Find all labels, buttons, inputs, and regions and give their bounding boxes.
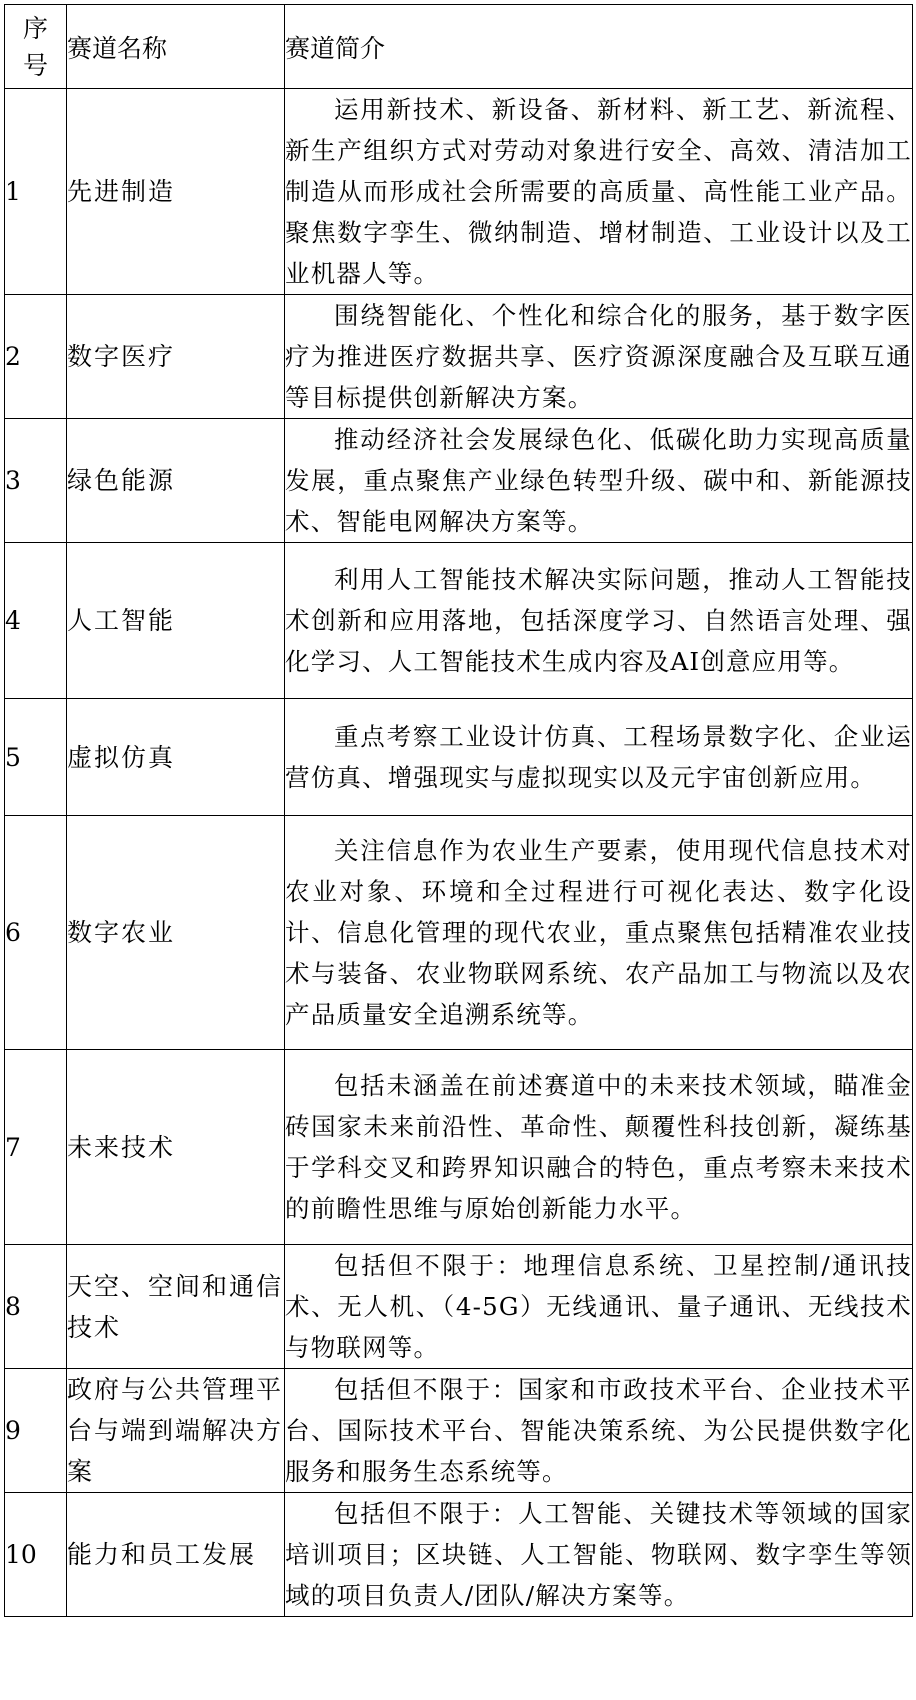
row-track-description	[285, 1050, 913, 1245]
row-track-name: 虚拟仿真	[67, 699, 285, 816]
row-track-name: 能力和员工发展	[67, 1493, 285, 1617]
row-index: 7	[5, 1050, 67, 1245]
row-track-name: 天空、空间和通信技术	[67, 1245, 285, 1369]
table-row	[5, 699, 913, 816]
row-index: 2	[5, 295, 67, 419]
row-track-name: 绿色能源	[67, 419, 285, 543]
row-index: 1	[5, 89, 67, 295]
table-header-row	[5, 5, 913, 89]
table-row	[5, 1050, 913, 1245]
row-index: 8	[5, 1245, 67, 1369]
description-text: 包括但不限于：地理信息系统、卫星控制/通讯技术、无人机、（4-5G）无线通讯、量子通讯、无线技术与物联网等。	[285, 1251, 912, 1362]
row-track-name: 数字农业	[67, 816, 285, 1050]
row-index: 3	[5, 419, 67, 543]
row-track-name: 数字医疗	[67, 295, 285, 419]
table-row	[5, 816, 913, 1050]
description-text: 重点考察工业设计仿真、工程场景数字化、企业运营仿真、增强现实与虚拟现实以及元宇宙创新应用。	[285, 722, 912, 792]
header-description: 赛道简介	[285, 5, 913, 89]
table-row	[5, 543, 913, 699]
description-text: 围绕智能化、个性化和综合化的服务，基于数字医疗为推进医疗数据共享、医疗资源深度融合及互联互通等目标提供创新解决方案。	[285, 301, 912, 412]
row-track-name: 政府与公共管理平台与端到端解决方案	[67, 1369, 285, 1493]
row-track-description	[285, 1369, 913, 1493]
header-index-label: 序号	[23, 13, 49, 80]
row-track-name: 人工智能	[67, 543, 285, 699]
description-text: 运用新技术、新设备、新材料、新工艺、新流程、新生产组织方式对劳动对象进行安全、高效、清洁加工制造从而形成社会所需要的高质量、高性能工业产品。聚焦数字孪生、微纳制造、增材制造、工业设计以及工业机器人等。	[285, 95, 912, 288]
tracks-table	[4, 4, 913, 1617]
table-row	[5, 419, 913, 543]
row-track-description	[285, 1245, 913, 1369]
table-row	[5, 1369, 913, 1493]
table-row	[5, 1493, 913, 1617]
row-track-description	[285, 543, 913, 699]
description-text: 利用人工智能技术解决实际问题，推动人工智能技术创新和应用落地，包括深度学习、自然语言处理、强化学习、人工智能技术生成内容及AI创意应用等。	[285, 565, 912, 676]
description-text: 包括但不限于：人工智能、关键技术等领域的国家培训项目；区块链、人工智能、物联网、数字孪生等领域的项目负责人/团队/解决方案等。	[285, 1499, 912, 1610]
header-name: 赛道名称	[67, 5, 285, 89]
table-row	[5, 1245, 913, 1369]
row-track-name: 先进制造	[67, 89, 285, 295]
row-track-description	[285, 1493, 913, 1617]
row-track-description	[285, 295, 913, 419]
header-index	[5, 5, 67, 89]
description-text: 关注信息作为农业生产要素，使用现代信息技术对农业对象、环境和全过程进行可视化表达、数字化设计、信息化管理的现代农业，重点聚焦包括精准农业技术与装备、农业物联网系统、农产品加工与物流以及农产品质量安全追溯系统等。	[285, 836, 912, 1029]
row-index: 4	[5, 543, 67, 699]
row-index: 9	[5, 1369, 67, 1493]
row-track-description	[285, 816, 913, 1050]
description-text: 推动经济社会发展绿色化、低碳化助力实现高质量发展，重点聚焦产业绿色转型升级、碳中和、新能源技术、智能电网解决方案等。	[285, 425, 912, 536]
row-index: 5	[5, 699, 67, 816]
row-track-description	[285, 419, 913, 543]
table-row	[5, 89, 913, 295]
row-track-description	[285, 89, 913, 295]
row-track-name: 未来技术	[67, 1050, 285, 1245]
row-index: 10	[5, 1493, 67, 1617]
description-text: 包括未涵盖在前述赛道中的未来技术领域，瞄准金砖国家未来前沿性、革命性、颠覆性科技创新，凝练基于学科交叉和跨界知识融合的特色，重点考察未来技术的前瞻性思维与原始创新能力水平。	[285, 1071, 912, 1223]
description-text: 包括但不限于：国家和市政技术平台、企业技术平台、国际技术平台、智能决策系统、为公民提供数字化服务和服务生态系统等。	[285, 1375, 912, 1486]
row-track-description	[285, 699, 913, 816]
row-index: 6	[5, 816, 67, 1050]
table-row	[5, 295, 913, 419]
